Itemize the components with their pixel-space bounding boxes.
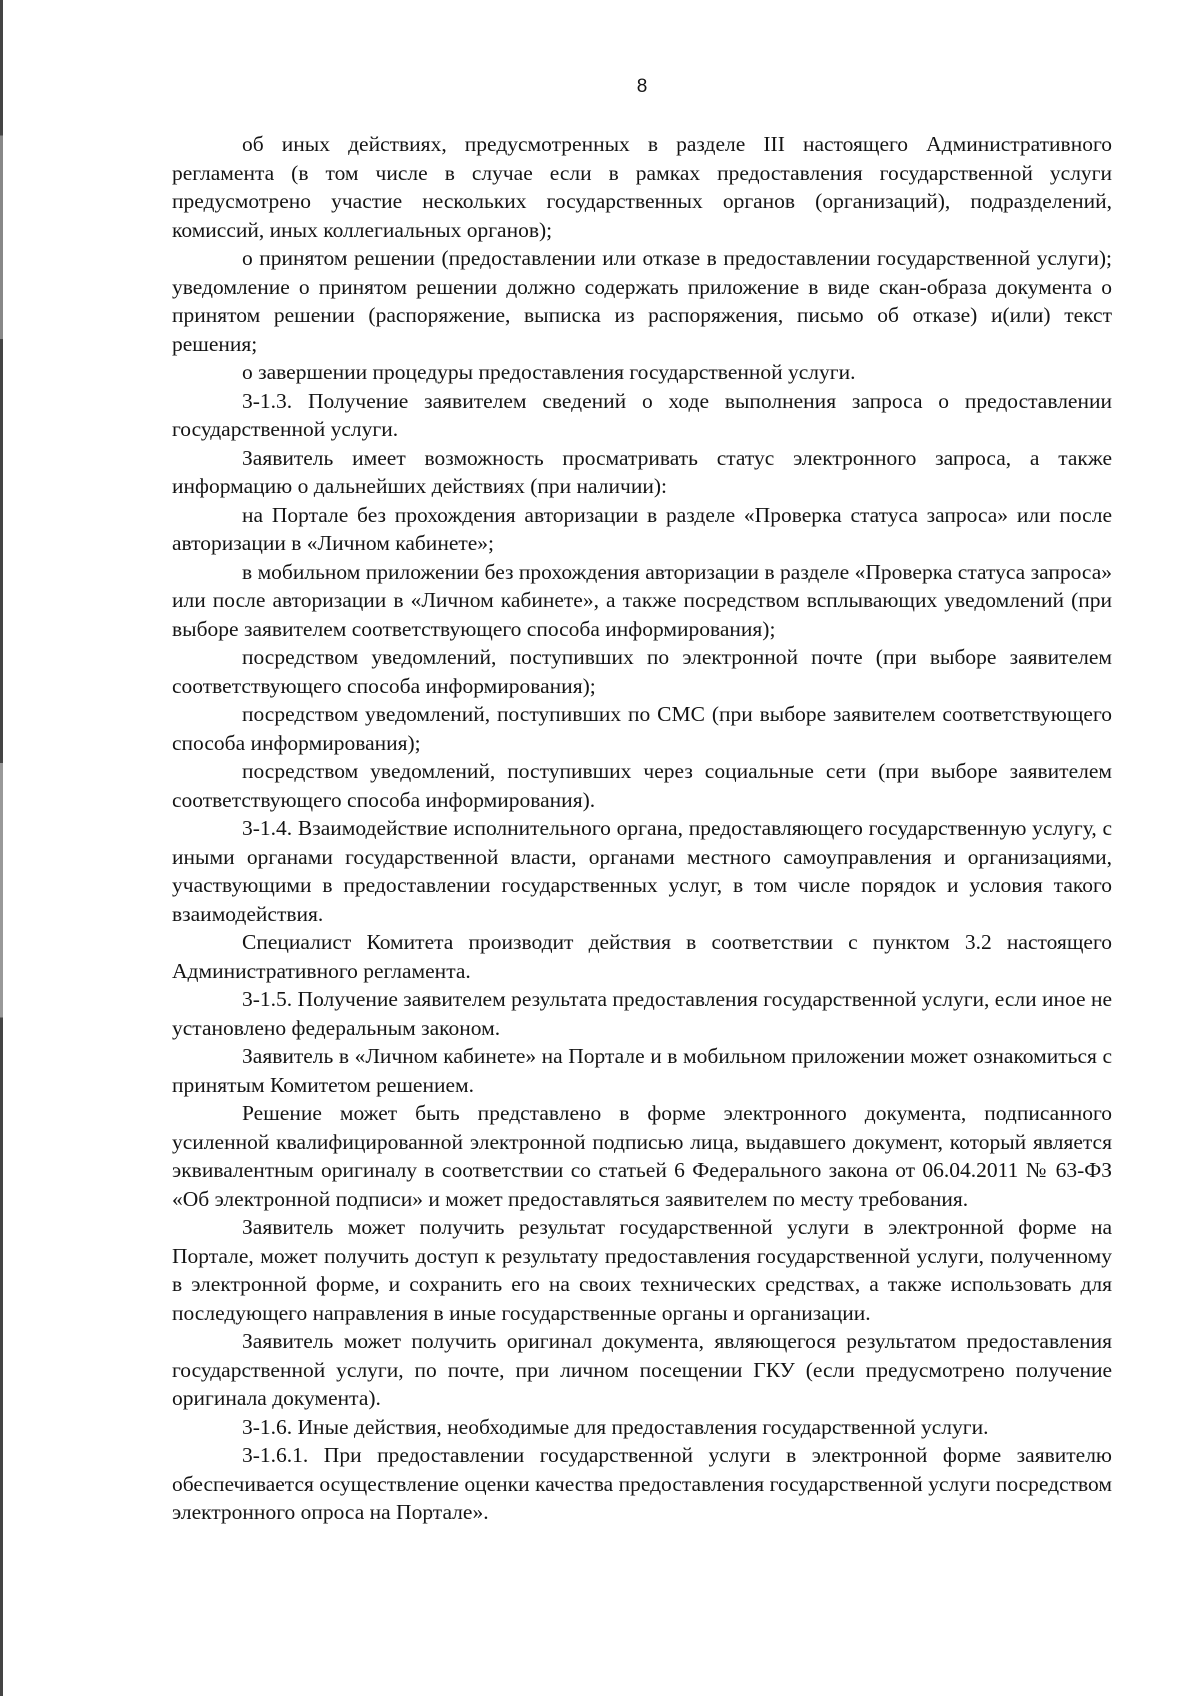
paragraph: в мобильном приложении без прохождения авторизации в разделе «Проверка статуса запроса» или после авторизации в «Личном кабинете», а также посредством всплывающих уведомлений (при выборе заявителем соответствующего способа информирования); xyxy=(172,559,1112,641)
paragraph: Специалист Комитета производит действия в соответствии с пунктом 3.2 настоящего Административного регламента. xyxy=(172,930,1112,983)
paragraph: Заявитель может получить оригинал документа, являющегося результатом предоставления государственной услуги, по почте, при личном посещении ГКУ (если предусмотрено получение оригинала документа). xyxy=(172,1329,1112,1410)
paragraph: посредством уведомлений, поступивших через социальные сети (при выборе заявителем соответствующего способа информирования). xyxy=(172,759,1112,812)
paragraph: 3-1.6.1. При предоставлении государственной услуги в электронной форме заявителю обеспечивается осуществление оценки качества предоставления государственной услуги посредством электронного опроса на Портале». xyxy=(172,1443,1112,1524)
paragraph: 3-1.5. Получение заявителем результата предоставления государственной услуги, если иное не установлено федеральным законом. xyxy=(172,987,1112,1040)
paragraph: посредством уведомлений, поступивших по электронной почте (при выборе заявителем соответствующего способа информирования); xyxy=(172,645,1112,698)
page-number: 8 xyxy=(636,76,648,97)
paragraph: 3-1.6. Иные действия, необходимые для предоставления государственной услуги. xyxy=(242,1414,989,1439)
paragraph: Заявитель имеет возможность просматривать статус электронного запроса, а также информацию о дальнейших действиях (при наличии): xyxy=(172,445,1112,498)
paragraph: Решение может быть представлено в форме электронного документа, подписанного усиленной квалифицированной электронной подписью лица, выдавшего документ, который является эквивалентным оригиналу в соответствии со статьей 6 Федерального закона от 06.04.2011 № 63-ФЗ «Об электронной подписи» и может предоставляться заявителем по месту требования. xyxy=(172,1101,1112,1211)
paragraph: Заявитель может получить результат государственной услуги в электронной форме на Портале, может получить доступ к результату предоставления государственной услуги, полученному в электронной форме, и сохранить его на своих технических средствах, а также использовать для последующего направления в иные государственные органы и организации. xyxy=(172,1215,1112,1325)
body-text xyxy=(172,130,1112,1527)
paragraph: о завершении процедуры предоставления государственной услуги. xyxy=(242,360,856,384)
paragraph: 3-1.3. Получение заявителем сведений о ходе выполнения запроса о предоставлении государственной услуги. xyxy=(172,388,1112,441)
paragraph: на Портале без прохождения авторизации в разделе «Проверка статуса запроса» или после авторизации в «Личном кабинете»; xyxy=(172,502,1112,555)
paragraph: о принятом решении (предоставлении или отказе в предоставлении государственной услуги); уведомление о принятом решении должно содержать приложение в виде скан-образа документа о принятом решении (распоряжение, выписка из распоряжения, письмо об отказе) и(или) текст решения; xyxy=(172,246,1112,356)
scan-edge-mark xyxy=(0,0,3,1696)
paragraph: 3-1.4. Взаимодействие исполнительного органа, предоставляющего государственную услугу, с иными органами государственной власти, органами местного самоуправления и организациями, участвующими в предоставлении государственных услуг, в том числе порядок и условия такого взаимодействия. xyxy=(172,816,1112,926)
paragraph: об иных действиях, предусмотренных в разделе III настоящего Административного регламента (в том числе в случае если в рамках предоставления государственной услуги предусмотрено участие нескольких государственных органов (организаций), подразделений, комиссий, иных коллегиальных органов); xyxy=(172,132,1112,242)
paragraph: посредством уведомлений, поступивших по СМС (при выборе заявителем соответствующего способа информирования); xyxy=(172,702,1112,755)
paragraph: Заявитель в «Личном кабинете» на Портале и в мобильном приложении может ознакомиться с принятым Комитетом решением. xyxy=(172,1044,1112,1097)
